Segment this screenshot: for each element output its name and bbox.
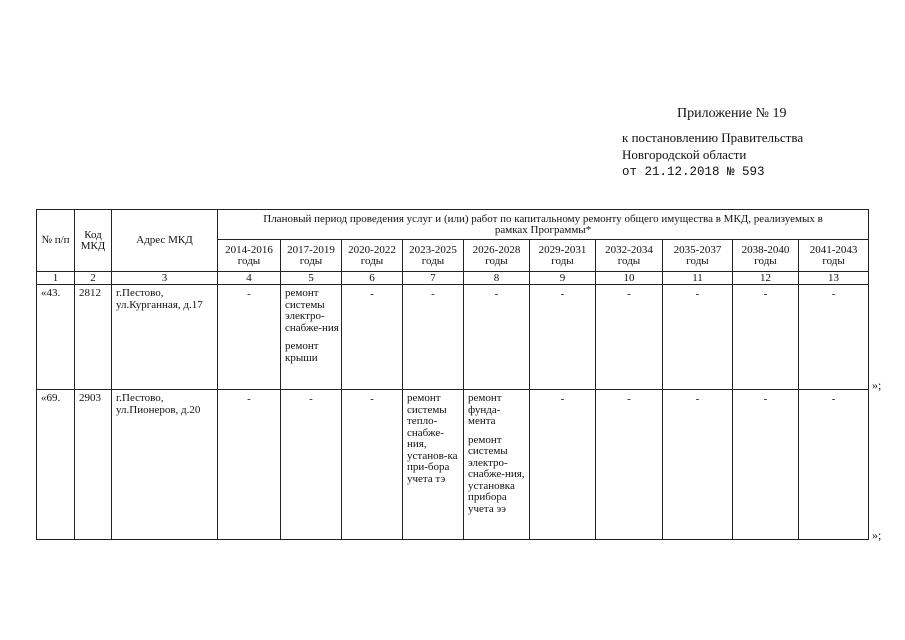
- header-period-1: 2014-2016 годы: [218, 240, 281, 272]
- column-number: 10: [596, 272, 663, 285]
- header-period-10: 2041-2043 годы: [799, 240, 869, 272]
- row-period-cell: -: [663, 285, 733, 390]
- appendix-title: Приложение № 19: [677, 106, 787, 121]
- column-number: 6: [342, 272, 403, 285]
- row-period-cell: [403, 390, 464, 540]
- row-number: «43.: [37, 285, 75, 390]
- header-period-2: 2017-2019 годы: [281, 240, 342, 272]
- column-number: 13: [799, 272, 869, 285]
- row-period-cell: -: [530, 390, 596, 540]
- decree-line-2: Новгородской области: [622, 147, 747, 162]
- row-code: 2903: [75, 390, 112, 540]
- repair-schedule-table: [36, 209, 869, 540]
- header-period-4: 2023-2025 годы: [403, 240, 464, 272]
- column-number: 2: [75, 272, 112, 285]
- row-period-cell: -: [218, 285, 281, 390]
- row-period-cell: -: [403, 285, 464, 390]
- column-number: 7: [403, 272, 464, 285]
- header-period: Плановый период проведения услуг и (или) работ по капитальному ремонту общего имущества в МКД, реализуемых в рамках Программы*: [218, 210, 869, 240]
- row-address: г.Пестово, ул.Пионеров, д.20: [112, 390, 218, 540]
- row-number: «69.: [37, 390, 75, 540]
- column-number: 9: [530, 272, 596, 285]
- work-item: ремонт фунда-мента: [468, 392, 502, 427]
- row-period-cell: -: [281, 390, 342, 540]
- column-number: 5: [281, 272, 342, 285]
- header-period-9: 2038-2040 годы: [733, 240, 799, 272]
- row-period-cell: [281, 285, 342, 390]
- column-number: 1: [37, 272, 75, 285]
- work-item: ремонт крыши: [285, 340, 319, 364]
- column-number: 3: [112, 272, 218, 285]
- work-item: ремонт системы электро-снабже-ния, установка прибора учета ээ: [468, 433, 525, 515]
- row-period-cell: -: [799, 285, 869, 390]
- work-item: ремонт системы тепло-снабже-ния, установ-ка при-бора учета тэ: [407, 392, 458, 485]
- work-item: ремонт системы электро-снабже-ния: [285, 287, 339, 334]
- header-address: Адрес МКД: [112, 210, 218, 272]
- row-period-cell: -: [342, 390, 403, 540]
- header-period-6: 2029-2031 годы: [530, 240, 596, 272]
- header-period-5: 2026-2028 годы: [464, 240, 530, 272]
- header-number: № п/п: [37, 210, 75, 272]
- row-closing-mark: »;: [872, 528, 882, 542]
- row-period-cell: -: [733, 285, 799, 390]
- row-closing-mark: »;: [872, 378, 882, 392]
- column-number: 8: [464, 272, 530, 285]
- row-address: г.Пестово, ул.Курганная, д.17: [112, 285, 218, 390]
- header-period-8: 2035-2037 годы: [663, 240, 733, 272]
- header-period-3: 2020-2022 годы: [342, 240, 403, 272]
- decree-line-1: к постановлению Правительства: [622, 130, 804, 145]
- row-period-cell: -: [342, 285, 403, 390]
- row-period-cell: -: [530, 285, 596, 390]
- row-period-cell: -: [218, 390, 281, 540]
- row-period-cell: -: [733, 390, 799, 540]
- column-number: 4: [218, 272, 281, 285]
- table-row: [37, 285, 869, 390]
- decree-date: от 21.12.2018 № 593: [622, 165, 765, 179]
- row-code: 2812: [75, 285, 112, 390]
- row-period-cell: -: [464, 285, 530, 390]
- column-number: 12: [733, 272, 799, 285]
- row-period-cell: -: [799, 390, 869, 540]
- row-period-cell: [464, 390, 530, 540]
- row-period-cell: -: [596, 285, 663, 390]
- table-row: [37, 390, 869, 540]
- header-period-7: 2032-2034 годы: [596, 240, 663, 272]
- header-code: Код МКД: [75, 210, 112, 272]
- row-period-cell: -: [596, 390, 663, 540]
- column-number-row: [37, 272, 869, 285]
- column-number: 11: [663, 272, 733, 285]
- row-period-cell: -: [663, 390, 733, 540]
